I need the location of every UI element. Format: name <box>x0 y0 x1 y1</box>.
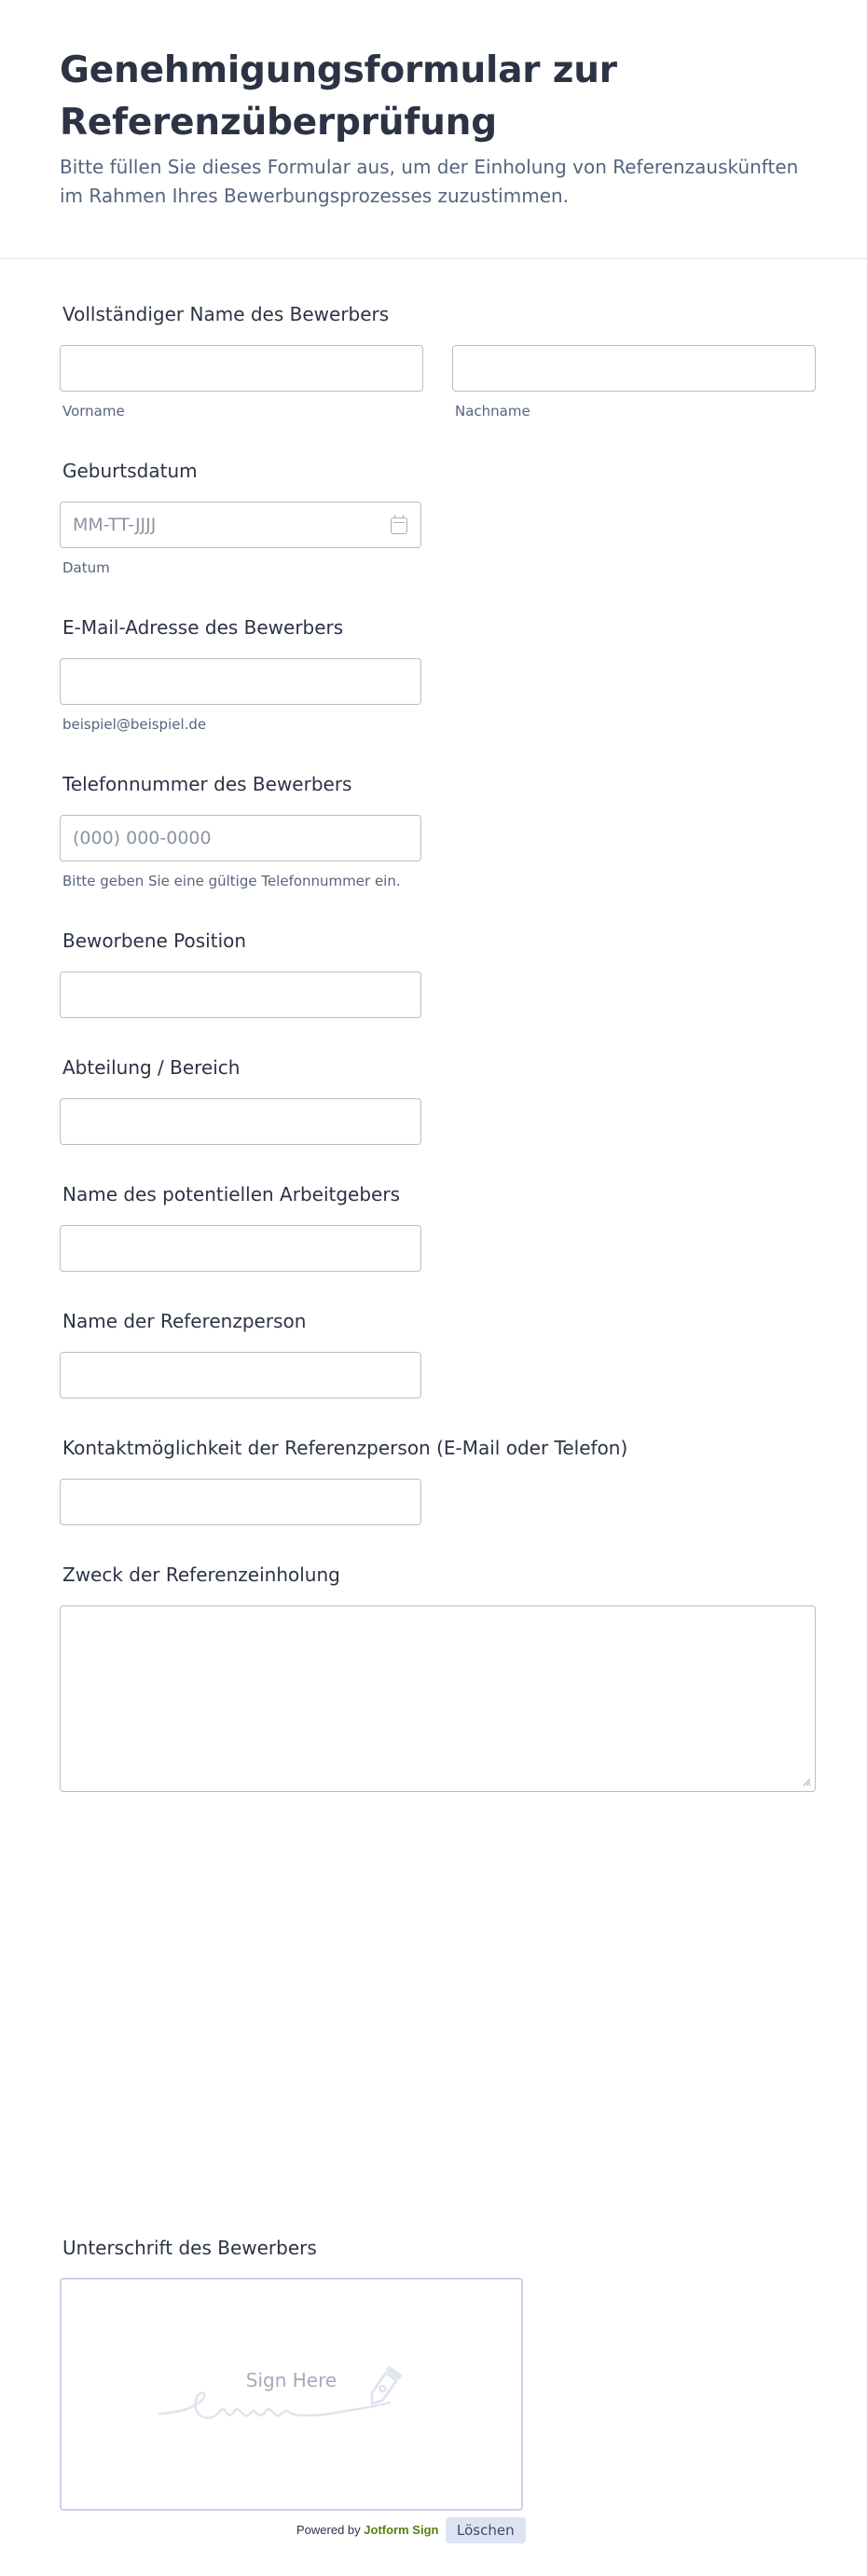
signature-placeholder-graphic <box>62 2280 521 2509</box>
reference-name-input[interactable] <box>60 1352 421 1398</box>
resize-handle-icon[interactable] <box>802 1777 811 1786</box>
position-input[interactable] <box>60 971 421 1018</box>
email-sublabel: beispiel@beispiel.de <box>62 716 207 733</box>
last-name-input[interactable] <box>452 345 816 392</box>
powered-by <box>296 2523 438 2537</box>
first-name-sublabel: Vorname <box>62 403 125 420</box>
label-department: Abteilung / Bereich <box>62 1056 241 1079</box>
form-title: Genehmigungsformular zur Referenzüberprüfung <box>60 49 617 144</box>
jotform-sign-brand: Jotform Sign <box>364 2523 439 2537</box>
label-full-name: Vollständiger Name des Bewerbers <box>62 303 390 325</box>
label-birthdate: Geburtsdatum <box>62 460 198 482</box>
label-email: E-Mail-Adresse des Bewerbers <box>62 616 344 639</box>
email-input[interactable] <box>60 658 421 705</box>
phone-sublabel: Bitte geben Sie eine gültige Telefonnummer ein. <box>62 873 401 889</box>
label-phone: Telefonnummer des Bewerbers <box>62 773 352 795</box>
label-employer: Name des potentiellen Arbeitgebers <box>62 1183 400 1205</box>
label-position: Beworbene Position <box>62 930 247 952</box>
form-subtitle: Bitte füllen Sie dieses Formular aus, um der Einholung von Referenzauskünften im Rahmen Ihres Bewerbungsprozesses zuzustimmen. <box>60 156 799 207</box>
label-reference-contact: Kontaktmöglichkeit der Referenzperson (E-Mail oder Telefon) <box>62 1437 628 1459</box>
last-name-sublabel: Nachname <box>455 403 530 420</box>
reference-contact-input[interactable] <box>60 1479 421 1525</box>
label-signature: Unterschrift des Bewerbers <box>62 2237 317 2259</box>
birthdate-input[interactable] <box>60 502 421 548</box>
employer-input[interactable] <box>60 1225 421 1272</box>
clear-signature-button[interactable]: Löschen <box>446 2517 526 2543</box>
birthdate-sublabel: Datum <box>62 559 110 576</box>
calendar-icon[interactable] <box>391 517 407 534</box>
powered-by-prefix: Powered by <box>296 2523 361 2537</box>
purpose-textarea[interactable] <box>60 1605 816 1792</box>
department-input[interactable] <box>60 1098 421 1145</box>
form-header <box>0 0 867 259</box>
signature-pad[interactable] <box>60 2278 523 2511</box>
phone-input[interactable] <box>60 815 421 861</box>
sign-here-text: Sign Here <box>245 2369 337 2391</box>
first-name-input[interactable] <box>60 345 423 392</box>
label-reference-name: Name der Referenzperson <box>62 1310 307 1332</box>
label-purpose: Zweck der Referenzeinholung <box>62 1564 340 1586</box>
